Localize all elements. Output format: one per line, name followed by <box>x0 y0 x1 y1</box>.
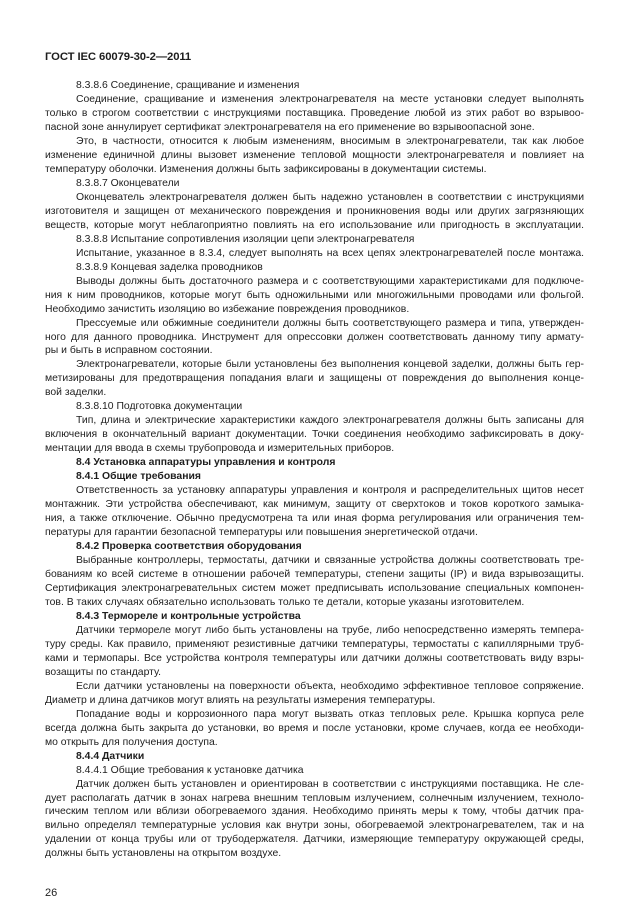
text-line: изменение единичной длины вызовет изменение тепловой мощности электронагревателя и повлияет на <box>45 149 584 161</box>
text-line: должны быть установлены на открытом воздухе. <box>45 848 282 860</box>
text-line: Прессуемые или обжимные соединители должны быть соответствующего размера и типа, утвержден- <box>76 317 584 329</box>
text-line: Сертификация электронагревательных систем может предписывать использование специальных компонен- <box>45 582 584 594</box>
text-line: всегда должна быть закрыта до установки, во время и после установки, кроме случаев, когда ее необходи- <box>45 722 584 734</box>
text-line: метизированы для предотвращения попадания влаги и защищены от повреждения до выполнения конце- <box>45 373 584 385</box>
text-line: ками и термопары. Все устройства контроля температуры или датчики должны соответствовать виду взры- <box>45 652 584 664</box>
text-line: температуру оболочки. Изменения должны быть зафиксированы в документации системы. <box>45 163 487 175</box>
text-line: монтажник. Эти устройства обеспечивают, как минимум, защиту от сверхтоков и токов короткого замыка- <box>45 499 584 511</box>
section-heading: 8.4.3 Термореле и контрольные устройства <box>76 610 301 622</box>
section-heading: 8.4 Установка аппаратуры управления и контроля <box>76 457 336 469</box>
text-line: ного для данного проводника. Инструмент для опрессовки должен соответствовать данному типу армату- <box>45 331 584 343</box>
text-line: 8.3.8.7 Оконцеватели <box>76 177 180 189</box>
text-line: только в строгом соответствии с инструкциями поставщика. Проведение любой из этих работ во взрывоо- <box>45 107 584 119</box>
text-line: Датчик должен быть установлен и ориентирован в соответствии с инструкциями поставщика. Не сле- <box>76 778 584 790</box>
text-line: 8.3.8.9 Концевая заделка проводников <box>76 261 263 273</box>
section-heading: 8.4.2 Проверка соответствия оборудования <box>76 541 302 552</box>
text-line: вой заделки. <box>45 387 107 399</box>
text-line: Ответственность за установку аппаратуры управления и контроля и распределительных щитов несет <box>76 485 584 497</box>
text-line: Тип, длина и электрические характеристики каждого электронагревателя должны быть записаны для <box>76 415 584 427</box>
text-line: Электронагреватели, которые были установлены без выполнения концевой заделки, должны быть гер- <box>76 359 584 371</box>
text-line: дует располагать датчик в зонах нагрева внешним тепловым излучением, солнечным излучением, техноло- <box>45 792 584 804</box>
text-line: удалении от конца трубы или от трубодержателя. Датчики, измеряющие температуру окружающей среды, <box>45 834 584 846</box>
text-line: вильно определял температурные условия как внутри зоны, обогреваемой электронагревателем, так и на <box>45 820 584 832</box>
text-line: гическим теплом или вблизи обогреваемого здания. Необходимо принять меры к тому, чтобы датчик пра- <box>45 806 584 818</box>
text-line: Испытание, указанное в 8.3.4, следует выполнять на всех цепях электронагревателей после монтажа. <box>76 247 584 259</box>
document-header: ГОСТ IEC 60079-30-2—2011 <box>45 51 192 63</box>
text-line: Необходимо зачистить изоляцию во избежание повреждения проводников. <box>45 303 410 315</box>
text-line: 8.4.4.1 Общие требования к установке датчика <box>76 764 304 776</box>
text-line: Выводы должны быть достаточного размера и с соответствующими характеристиками для подключе- <box>76 275 584 287</box>
text-line: изготовителя и защищен от механического повреждения и проникновения воды или других загрязняющих <box>45 205 584 217</box>
text-line: Выбранные контроллеры, термостаты, датчики и связанные устройства должны соответствовать тре- <box>76 555 584 566</box>
text-line: ры и быть в исправном состоянии. <box>45 345 213 357</box>
text-line: ментации для ввода в схемы трубопровода и измерительных приборов. <box>45 443 395 455</box>
text-line: Если датчики установлены на поверхности объекта, необходимо эффективное тепловое сопряжение. <box>76 680 584 692</box>
text-line: ния к ним проводников, которые могут быть одножильными или многожильными проводами или фольгой. <box>45 289 584 301</box>
text-line: бованиям ко всей системе в отношении рабочей температуры, степени защиты (IP) и вида взрывозащиты. <box>45 569 584 580</box>
text-line: тов. В таких случаях обязательно использовать только те детали, которые указаны изготовителем. <box>45 596 525 608</box>
text-line: веществ, которые могут неблагоприятно повлиять на его использование или пригодность в эксплуатации. <box>45 219 584 231</box>
text-line: 8.3.8.10 Подготовка документации <box>76 401 243 413</box>
text-line: Попадание воды и коррозионного пара могут вызвать отказ тепловых реле. Крышка корпуса реле <box>76 708 584 720</box>
text-line: ния, а также отключение. Обычно предусмотрена та или иная форма регулирования или ограничения тем- <box>45 513 584 525</box>
text-line: пературы для гарантии безопасной температуры или повышения энергетической отдачи. <box>45 527 478 538</box>
text-line: мо открыть для получения доступа. <box>45 736 218 748</box>
text-line: 8.3.8.6 Соединение, сращивание и изменения <box>76 80 300 91</box>
text-line: Это, в частности, относится к любым изменениям, вносимым в электронагреватели, так как любое <box>76 135 584 147</box>
text-line: Диаметр и длина датчиков могут влиять на результаты измерения температуры. <box>45 694 436 706</box>
text-line: 8.3.8.8 Испытание сопротивления изоляции цепи электронагревателя <box>76 233 415 245</box>
page-number: 26 <box>45 887 58 899</box>
text-line: пасной зоне аннулирует сертификат электронагревателя на его применение во взрывоопасной зоне. <box>45 121 535 133</box>
text-line: Оконцеватель электронагревателя должен быть надежно установлен в соответствии с инструкциями <box>76 191 584 203</box>
text-line: Соединение, сращивание и изменения электронагревателя на месте установки следует выполнять <box>76 94 584 105</box>
text-line: включения в окончательный вариант документации. Точки соединения необходимо зафиксировать в доку- <box>45 429 584 441</box>
section-heading: 8.4.4 Датчики <box>76 750 145 762</box>
text-line: туру среды. Как правило, применяют резистивные датчики температуры, термостаты с капиллярными труб- <box>45 638 584 650</box>
text-line: Датчики термореле могут либо быть установлены на трубе, либо непосредственно измерять темпера- <box>76 624 584 636</box>
text-line: возащиты по стандарту. <box>45 666 162 678</box>
section-heading: 8.4.1 Общие требования <box>76 471 201 483</box>
